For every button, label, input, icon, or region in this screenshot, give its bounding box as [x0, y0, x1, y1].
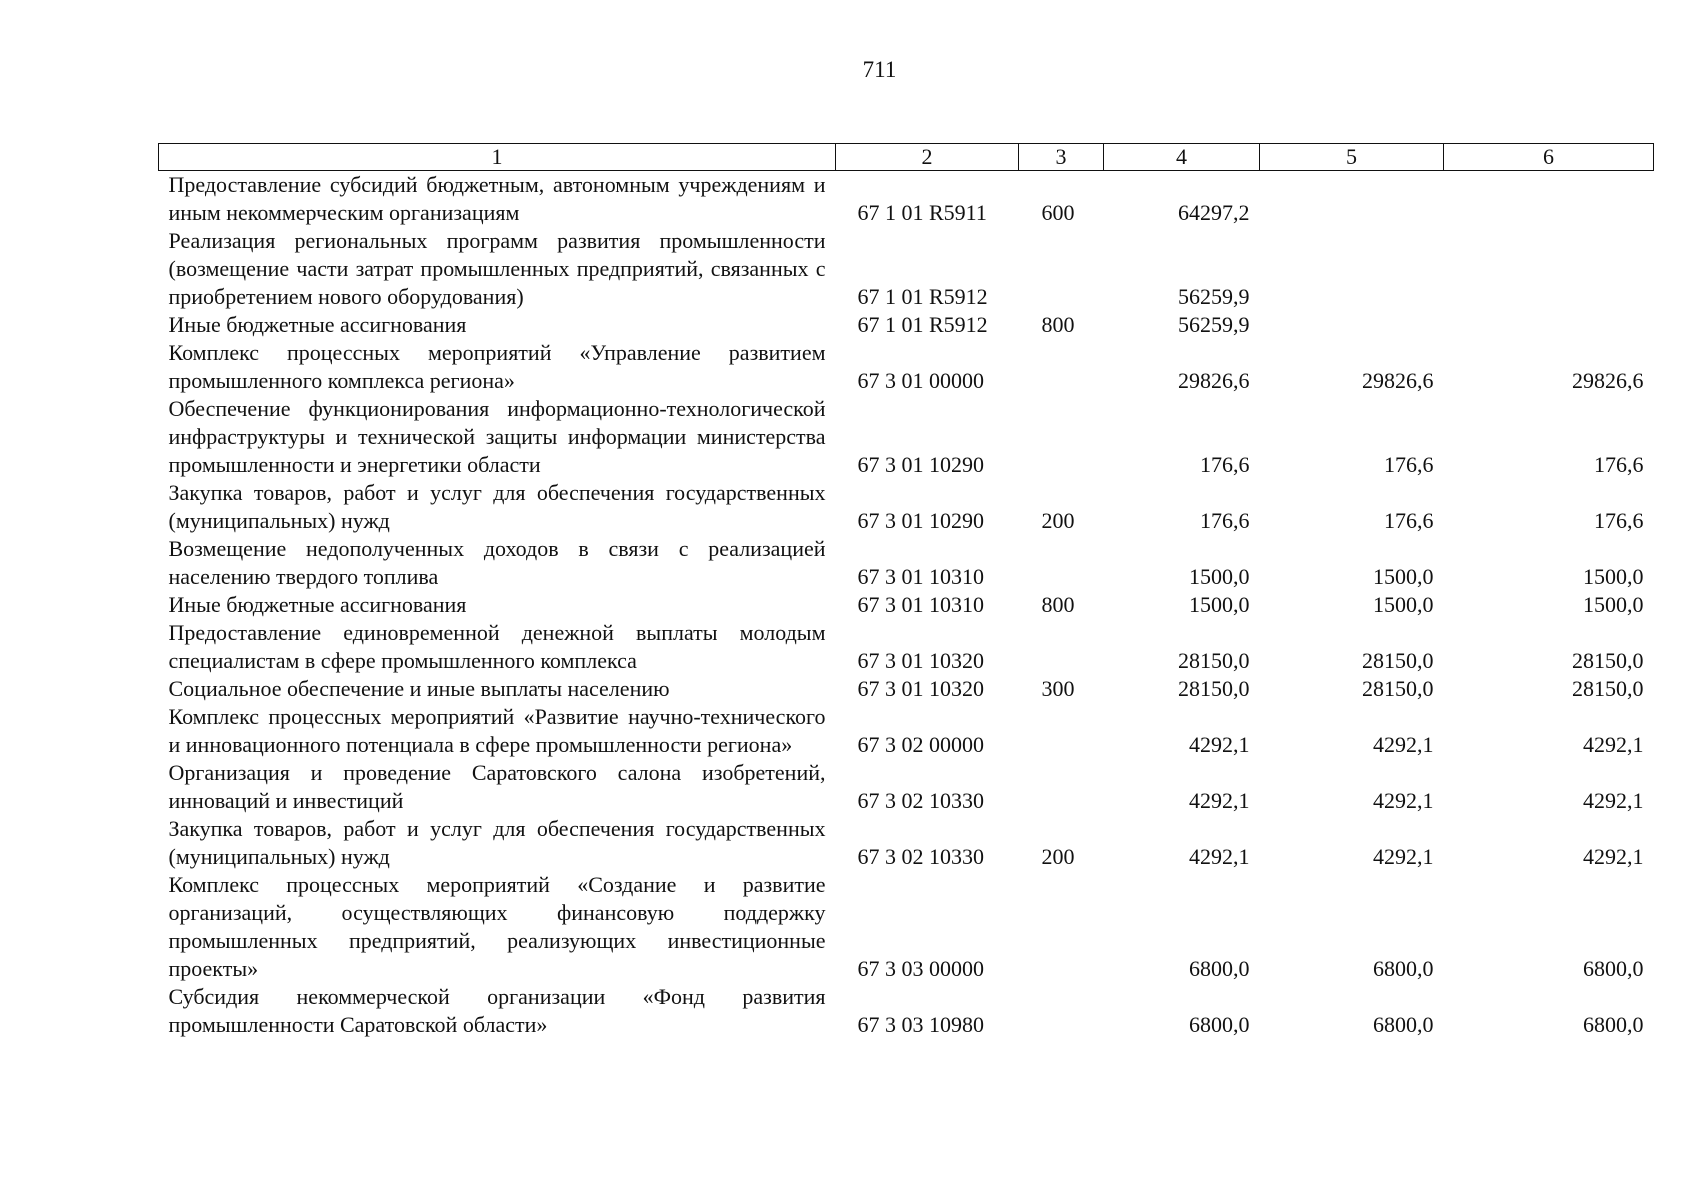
row-expense-type: 600	[1041, 200, 1075, 225]
row-description: Иные бюджетные ассигнования	[168, 592, 467, 617]
table-row	[159, 311, 1654, 339]
row-description: Возмещение недополученных доходов в связи с реализацией населению твердого топлива	[168, 536, 826, 589]
table-row	[159, 675, 1654, 703]
column-header-2: 2	[836, 144, 1019, 171]
row-description: Комплекс процессных мероприятий «Развитие научно-технического и инновационного потенциала в сфере промышленности региона»	[168, 704, 826, 757]
column-header-5: 5	[1260, 144, 1444, 171]
row-description: Реализация региональных программ развития промышленности (возмещение части затрат промышленных предприятий, связанных с приобретением нового оборудования)	[168, 228, 826, 309]
row-value-col4: 1500,0	[1189, 592, 1250, 617]
row-value-col4: 4292,1	[1189, 844, 1250, 869]
row-value-col6: 1500,0	[1583, 564, 1644, 589]
row-description: Организация и проведение Саратовского салона изобретений, инноваций и инвестиций	[168, 760, 826, 813]
row-expense-type	[1019, 619, 1104, 675]
row-expense-type	[1019, 871, 1104, 983]
row-target-code: 67 3 03 10980	[857, 1012, 984, 1037]
table-row	[159, 395, 1654, 479]
row-target-code: 67 3 01 10310	[857, 592, 984, 617]
row-value-col5: 6800,0	[1373, 956, 1434, 981]
row-value-col4: 56259,9	[1178, 284, 1250, 309]
row-value-col5: 176,6	[1384, 508, 1434, 533]
row-value-col4: 6800,0	[1189, 1012, 1250, 1037]
row-expense-type: 800	[1041, 312, 1075, 337]
table-body	[159, 171, 1654, 1040]
row-value-col6: 28150,0	[1572, 648, 1644, 673]
row-target-code: 67 3 01 10290	[857, 452, 984, 477]
row-expense-type: 200	[1041, 508, 1075, 533]
row-value-col6	[1444, 227, 1654, 311]
column-header-3: 3	[1019, 144, 1104, 171]
row-description: Комплекс процессных мероприятий «Создание и развитие организаций, осуществляющих финансовую поддержку промышленных предприятий, реализующих инвестиционные проекты»	[168, 872, 826, 981]
row-target-code: 67 1 01 R5911	[857, 200, 987, 225]
row-description: Закупка товаров, работ и услуг для обеспечения государственных (муниципальных) нужд	[168, 480, 826, 533]
row-expense-type: 300	[1041, 676, 1075, 701]
row-target-code: 67 3 02 10330	[857, 844, 984, 869]
table-row	[159, 339, 1654, 395]
row-expense-type	[1019, 395, 1104, 479]
row-value-col5	[1260, 227, 1444, 311]
row-value-col5: 6800,0	[1373, 1012, 1434, 1037]
row-value-col6: 4292,1	[1583, 788, 1644, 813]
row-target-code: 67 3 01 10320	[857, 648, 984, 673]
row-target-code: 67 3 01 00000	[857, 368, 984, 393]
column-header-1: 1	[159, 144, 836, 171]
row-target-code: 67 3 02 10330	[857, 788, 984, 813]
row-value-col4: 28150,0	[1178, 648, 1250, 673]
row-value-col5: 4292,1	[1373, 788, 1434, 813]
column-header-6: 6	[1444, 144, 1654, 171]
row-target-code: 67 3 01 10290	[857, 508, 984, 533]
row-value-col5	[1260, 311, 1444, 339]
row-value-col5: 4292,1	[1373, 844, 1434, 869]
row-expense-type	[1019, 703, 1104, 759]
column-header-4: 4	[1104, 144, 1260, 171]
row-value-col4: 4292,1	[1189, 732, 1250, 757]
row-value-col4: 176,6	[1200, 452, 1250, 477]
row-expense-type: 200	[1041, 844, 1075, 869]
row-target-code: 67 1 01 R5912	[857, 312, 988, 337]
row-value-col6: 176,6	[1594, 452, 1644, 477]
row-expense-type	[1019, 535, 1104, 591]
table-row	[159, 479, 1654, 535]
row-expense-type	[1019, 339, 1104, 395]
row-value-col6: 176,6	[1594, 508, 1644, 533]
row-value-col5: 4292,1	[1373, 732, 1434, 757]
table-row	[159, 703, 1654, 759]
row-target-code: 67 3 01 10320	[857, 676, 984, 701]
row-target-code: 67 1 01 R5912	[857, 284, 988, 309]
row-value-col5: 28150,0	[1362, 676, 1434, 701]
row-value-col4: 6800,0	[1189, 956, 1250, 981]
row-value-col4: 1500,0	[1189, 564, 1250, 589]
row-value-col6: 6800,0	[1583, 956, 1644, 981]
row-value-col6: 6800,0	[1583, 1012, 1644, 1037]
row-value-col4: 28150,0	[1178, 676, 1250, 701]
row-description: Комплекс процессных мероприятий «Управление развитием промышленного комплекса региона»	[168, 340, 826, 393]
row-value-col6	[1444, 171, 1654, 228]
row-value-col4: 176,6	[1200, 508, 1250, 533]
table-row	[159, 815, 1654, 871]
row-value-col4: 29826,6	[1178, 368, 1250, 393]
table-row	[159, 871, 1654, 983]
row-description: Обеспечение функционирования информационно-технологической инфраструктуры и технической защиты информации министерства промышленности и энергетики области	[168, 396, 826, 477]
row-description: Социальное обеспечение и иные выплаты населению	[168, 676, 670, 701]
row-value-col6: 1500,0	[1583, 592, 1644, 617]
row-target-code: 67 3 01 10310	[857, 564, 984, 589]
table-row	[159, 591, 1654, 619]
row-target-code: 67 3 02 00000	[857, 732, 984, 757]
row-value-col6: 28150,0	[1572, 676, 1644, 701]
row-value-col6: 4292,1	[1583, 844, 1644, 869]
table-row	[159, 227, 1654, 311]
row-expense-type: 800	[1041, 592, 1075, 617]
row-expense-type	[1019, 983, 1104, 1039]
table-row	[159, 619, 1654, 675]
row-value-col6	[1444, 311, 1654, 339]
row-value-col4: 64297,2	[1178, 200, 1250, 225]
row-target-code: 67 3 03 00000	[857, 956, 984, 981]
row-value-col4: 4292,1	[1189, 788, 1250, 813]
row-value-col5: 1500,0	[1373, 592, 1434, 617]
row-value-col5: 176,6	[1384, 452, 1434, 477]
row-value-col5: 1500,0	[1373, 564, 1434, 589]
table-row	[159, 171, 1654, 228]
table-row	[159, 759, 1654, 815]
row-description: Иные бюджетные ассигнования	[168, 312, 467, 337]
row-expense-type	[1019, 759, 1104, 815]
row-value-col5	[1260, 171, 1444, 228]
table-header-row	[159, 144, 1654, 171]
budget-table	[158, 143, 1654, 1039]
row-description: Предоставление субсидий бюджетным, автономным учреждениям и иным некоммерческим организациям	[168, 172, 826, 225]
page-number: 711	[862, 57, 897, 82]
row-description: Закупка товаров, работ и услуг для обеспечения государственных (муниципальных) нужд	[168, 816, 826, 869]
table-row	[159, 983, 1654, 1039]
row-description: Предоставление единовременной денежной выплаты молодым специалистам в сфере промышленного комплекса	[168, 620, 826, 673]
row-value-col4: 56259,9	[1178, 312, 1250, 337]
row-value-col6: 29826,6	[1572, 368, 1644, 393]
row-value-col5: 28150,0	[1362, 648, 1434, 673]
table-row	[159, 535, 1654, 591]
row-value-col6: 4292,1	[1583, 732, 1644, 757]
row-value-col5: 29826,6	[1362, 368, 1434, 393]
row-description: Субсидия некоммерческой организации «Фонд развития промышленности Саратовской области»	[168, 984, 826, 1037]
row-expense-type	[1019, 227, 1104, 311]
